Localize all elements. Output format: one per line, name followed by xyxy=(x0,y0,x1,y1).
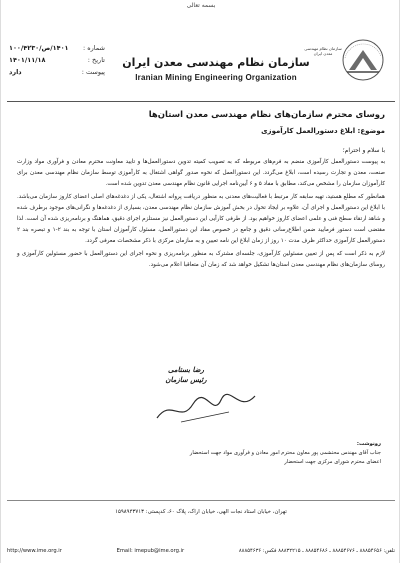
subject-text: ابلاغ دستورالعمل کارآموزی xyxy=(261,127,356,135)
paragraph-3: لازم به ذکر است که پس از تعیین مسئولین کارآموزی، جلسه‌ای مشترک به منظور برنامه‌ریزی و نحوه اجرای این دستورالعمل با حضور مسئولین کارآموزی و روسای سازمان‌های نظام مهندسی معدن استان‌ها تشکیل خواهد شد که زمان آن متعاقبا اعلام می‌شود. xyxy=(17,251,385,268)
signature-name: رضا بستامی xyxy=(168,366,204,374)
signature-block xyxy=(151,366,221,384)
date-row xyxy=(9,54,105,66)
signature-title: رئیس سازمان xyxy=(165,376,207,384)
greeting: با سلام و احترام؛ xyxy=(342,147,385,154)
header-divider xyxy=(7,101,395,102)
letter-body xyxy=(17,110,385,271)
attachment-label: پیوست : xyxy=(81,68,105,76)
date-label: تاریخ : xyxy=(87,56,105,64)
bismillah: بسمه تعالی xyxy=(186,2,216,9)
cc-item: اعضای محترم شورای مرکزی جهت استحضار xyxy=(284,459,381,465)
footer-email[interactable]: Email: imepub@ime.org.ir xyxy=(116,548,185,554)
date-value: ۱۴۰۱/۱۱/۱۸ xyxy=(9,56,46,64)
number-label: شماره : xyxy=(83,44,105,52)
paragraph-2: همانطور که مطلع هستید، تهیه سابقه کار مرتبط با فعالیت‌های معدنی به منظور دریافت پروانه اشتغال، یکی از دغدغه‌های اصلی اعضای کاروز سازمان می‌باشد. با ابلاغ این دستورالعمل و اجرای آن، علاوه بر ایجاد تحول در بخش آموزش سازمان نظام مهندسی معدن، بسیاری از دغدغه‌ها و نگرانی‌های موجود برطرف شده و شاهد ارتقاء سطح فنی و علمی اعضای کاروز خواهیم بود. از طرفی کارآیی این دستورالعمل نیز مستلزم اجرای دقیق، هماهنگ و برنامه‌ریزی شده آن است. لذا مقتضی است دستور فرمایید ضمن اطلاع‌رسانی دقیق و جامع در خصوص مفاد این دستورالعمل، مسئول کارآموزان استان با توجه به بند ۲-۱ و تبصره بند ۲ دستورالعمل کارآموزی حداکثر ظرف مدت ۱۰ روز از زمان ابلاغ این نامه تعیین و به سازمان مرکزی با ذکر مشخصات معرفی گردد. xyxy=(17,194,386,244)
attachment-row xyxy=(9,66,105,78)
number-value: ۱۴۰۱/ص/۱۰۰/۴۲۳۰ xyxy=(9,44,69,52)
subject-line xyxy=(17,127,385,135)
letter-meta xyxy=(9,42,105,78)
cc-label: رونوشت: xyxy=(356,441,381,447)
footer-contact xyxy=(7,548,395,554)
org-logo-icon xyxy=(303,28,387,98)
recipient: روسای محترم سازمان‌های نظام مهندسی معدن استان‌ها xyxy=(148,110,385,120)
subject-label: موضوع: xyxy=(357,127,385,135)
logo-caption: سازمان نظام مهندسی معدن ایران xyxy=(304,46,342,56)
handwritten-signature xyxy=(151,388,261,428)
org-title xyxy=(121,56,311,82)
org-name-en: Iranian Mining Engineering Organization xyxy=(135,73,297,82)
attachment-value: دارد xyxy=(9,68,22,76)
cc-item: جناب آقای مهندس محتشمی پور معاون محترم امور معادن و فرآوری مواد جهت استحضار xyxy=(189,450,381,456)
org-name-fa: سازمان نظام مهندسی معدن ایران xyxy=(122,56,310,69)
footer-address: تهران، خیابان استاد نجات الهی، خیابان اراک، پلاک ۶۰، کدپستی: ۱۵۹۸۹۴۳۷۱۳ xyxy=(115,509,287,515)
footer-website[interactable]: http://www.ime.org.ir xyxy=(7,548,62,554)
footer-phones: تلفن: ۸۸۸۵۴۶۵۶ ـ ۸۸۸۵۴۶۷۶ ـ ۸۸۸۵۴۶۸۶ ـ ۸۸۸۳۲۲۱۵ فکس: ۸۸۸۵۴۶۳۶ xyxy=(238,548,395,554)
cc-block xyxy=(181,440,381,467)
paragraph-1: به پیوست دستورالعمل کارآموزی منضم به فرم‌های مربوطه که به تصویب کمیته تدوین دستورالعمل‌ها و تایید معاونت محترم معادن و فرآوری مواد وزارت صنعت، معدن و تجارت رسیده است، ابلاغ می‌گردد. این دستورالعمل که نحوه صدور گواهی اشتغال به کارآموزی توسط سازمان نظام مهندسی معدن برای کارآموزان سازمان را مشخص می‌کند، مطابق با مفاد ۵ و ۶ آیین‌نامه اجرایی قانون نظام مهندسی معدن تدوین شده است. xyxy=(17,159,385,187)
number-row xyxy=(9,42,105,54)
footer-divider xyxy=(7,500,395,501)
